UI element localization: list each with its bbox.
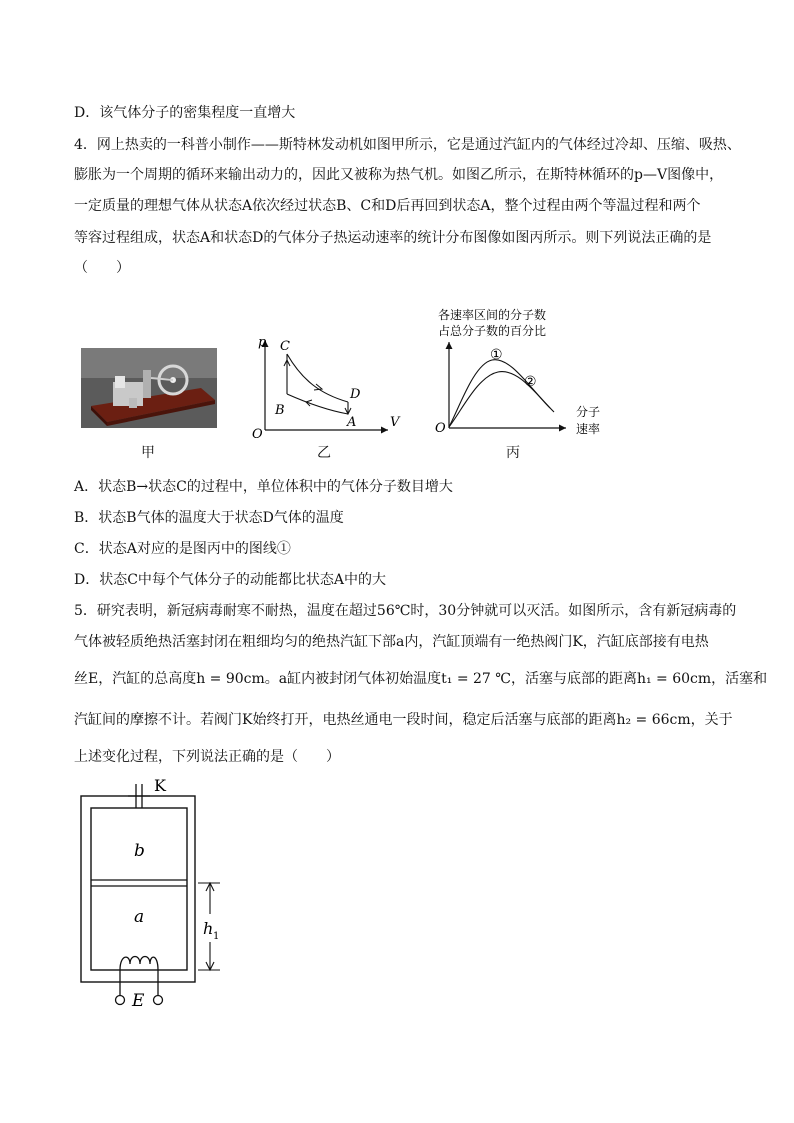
q4-option-b: B．状态B气体的温度大于状态D气体的温度 — [74, 510, 344, 526]
q3-option-d: D．该气体分子的密集程度一直增大 — [74, 105, 296, 121]
heater-e-label: E — [132, 991, 145, 1010]
chamber-a-label: a — [134, 907, 145, 927]
pv-d-label: D — [350, 387, 361, 402]
valve-k-label: K — [154, 776, 166, 795]
dist-ylabel-line-2: 占总分子数的百分比 — [438, 324, 547, 338]
cylinder-diagram — [74, 774, 244, 1010]
q5-stem-line-5: 上述变化过程，下列说法正确的是（ ） — [74, 749, 340, 765]
q5-stem-line-2: 气体被轻质绝热活塞封闭在粗细均匀的绝热汽缸下部a内，汽缸顶端有一绝热阀门K，汽缸底部接有电热 — [74, 634, 709, 650]
figure-jia-caption: 甲 — [141, 445, 155, 461]
q4-option-a: A．状态B→状态C的过程中，单位体积中的气体分子数目增大 — [74, 479, 453, 495]
q4-option-d: D．状态C中每个气体分子的动能都比状态A中的大 — [74, 572, 387, 588]
pv-c-label: C — [280, 339, 290, 354]
chamber-b-label: b — [134, 841, 145, 861]
q4-stem-line-2: 膨胀为一个周期的循环来输出动力的，因此又被称为热气机。如图乙所示，在斯特林循环的p—V图像中， — [74, 167, 724, 183]
figure-bing-caption: 丙 — [506, 445, 520, 461]
pv-v-label: V — [390, 415, 400, 430]
q5-stem-line-3: 丝E，汽缸的总高度h = 90cm。a缸内被封闭气体初始温度t₁ = 27 ℃，活塞与底部的距离h₁ = 60cm，活塞和 — [74, 671, 768, 687]
q4-stem-line-4: 等容过程组成，状态A和状态D的气体分子热运动速率的统计分布图像如图丙所示。则下列说法正确的是 — [74, 230, 712, 246]
q4-stem-line-1: 4．网上热卖的一科普小制作——斯特林发动机如图甲所示，它是通过汽缸内的气体经过冷却、压缩、吸热、 — [74, 137, 741, 153]
dist-xlabel-line-1: 分子 — [576, 405, 601, 419]
dist-curve-1-label: ① — [490, 347, 503, 363]
h1-label: h — [203, 919, 214, 938]
dist-xlabel-line-2: 速率 — [576, 422, 601, 436]
q4-stem-line-5: （ ） — [74, 260, 130, 276]
figure-yi-caption: 乙 — [317, 445, 331, 461]
q4-option-c: C．状态A对应的是图丙中的图线① — [74, 541, 291, 557]
stirling-engine-photo — [81, 348, 217, 428]
dist-curve-2-label: ② — [524, 374, 537, 390]
pv-b-label: B — [275, 403, 285, 418]
dist-ylabel-line-1: 各速率区间的分子数 — [438, 308, 547, 322]
q4-stem-line-3: 一定质量的理想气体从状态A依次经过状态B、C和D后再回到状态A，整个过程由两个等温过程和两个 — [74, 198, 701, 214]
pv-origin-label: O — [252, 427, 263, 442]
pv-p-label: p — [258, 335, 267, 350]
q5-stem-line-4: 汽缸间的摩擦不计。若阀门K始终打开，电热丝通电一段时间，稳定后活塞与底部的距离h₂ = 66cm，关于 — [74, 712, 733, 728]
speed-distribution-diagram — [430, 306, 610, 440]
q5-stem-line-1: 5．研究表明，新冠病毒耐寒不耐热，温度在超过56℃时，30分钟就可以灭活。如图所示，含有新冠病毒的 — [74, 603, 737, 619]
pv-a-label: A — [347, 415, 357, 430]
dist-origin-label: O — [435, 421, 446, 436]
pv-diagram — [250, 332, 410, 442]
h1-subscript: 1 — [213, 931, 220, 942]
